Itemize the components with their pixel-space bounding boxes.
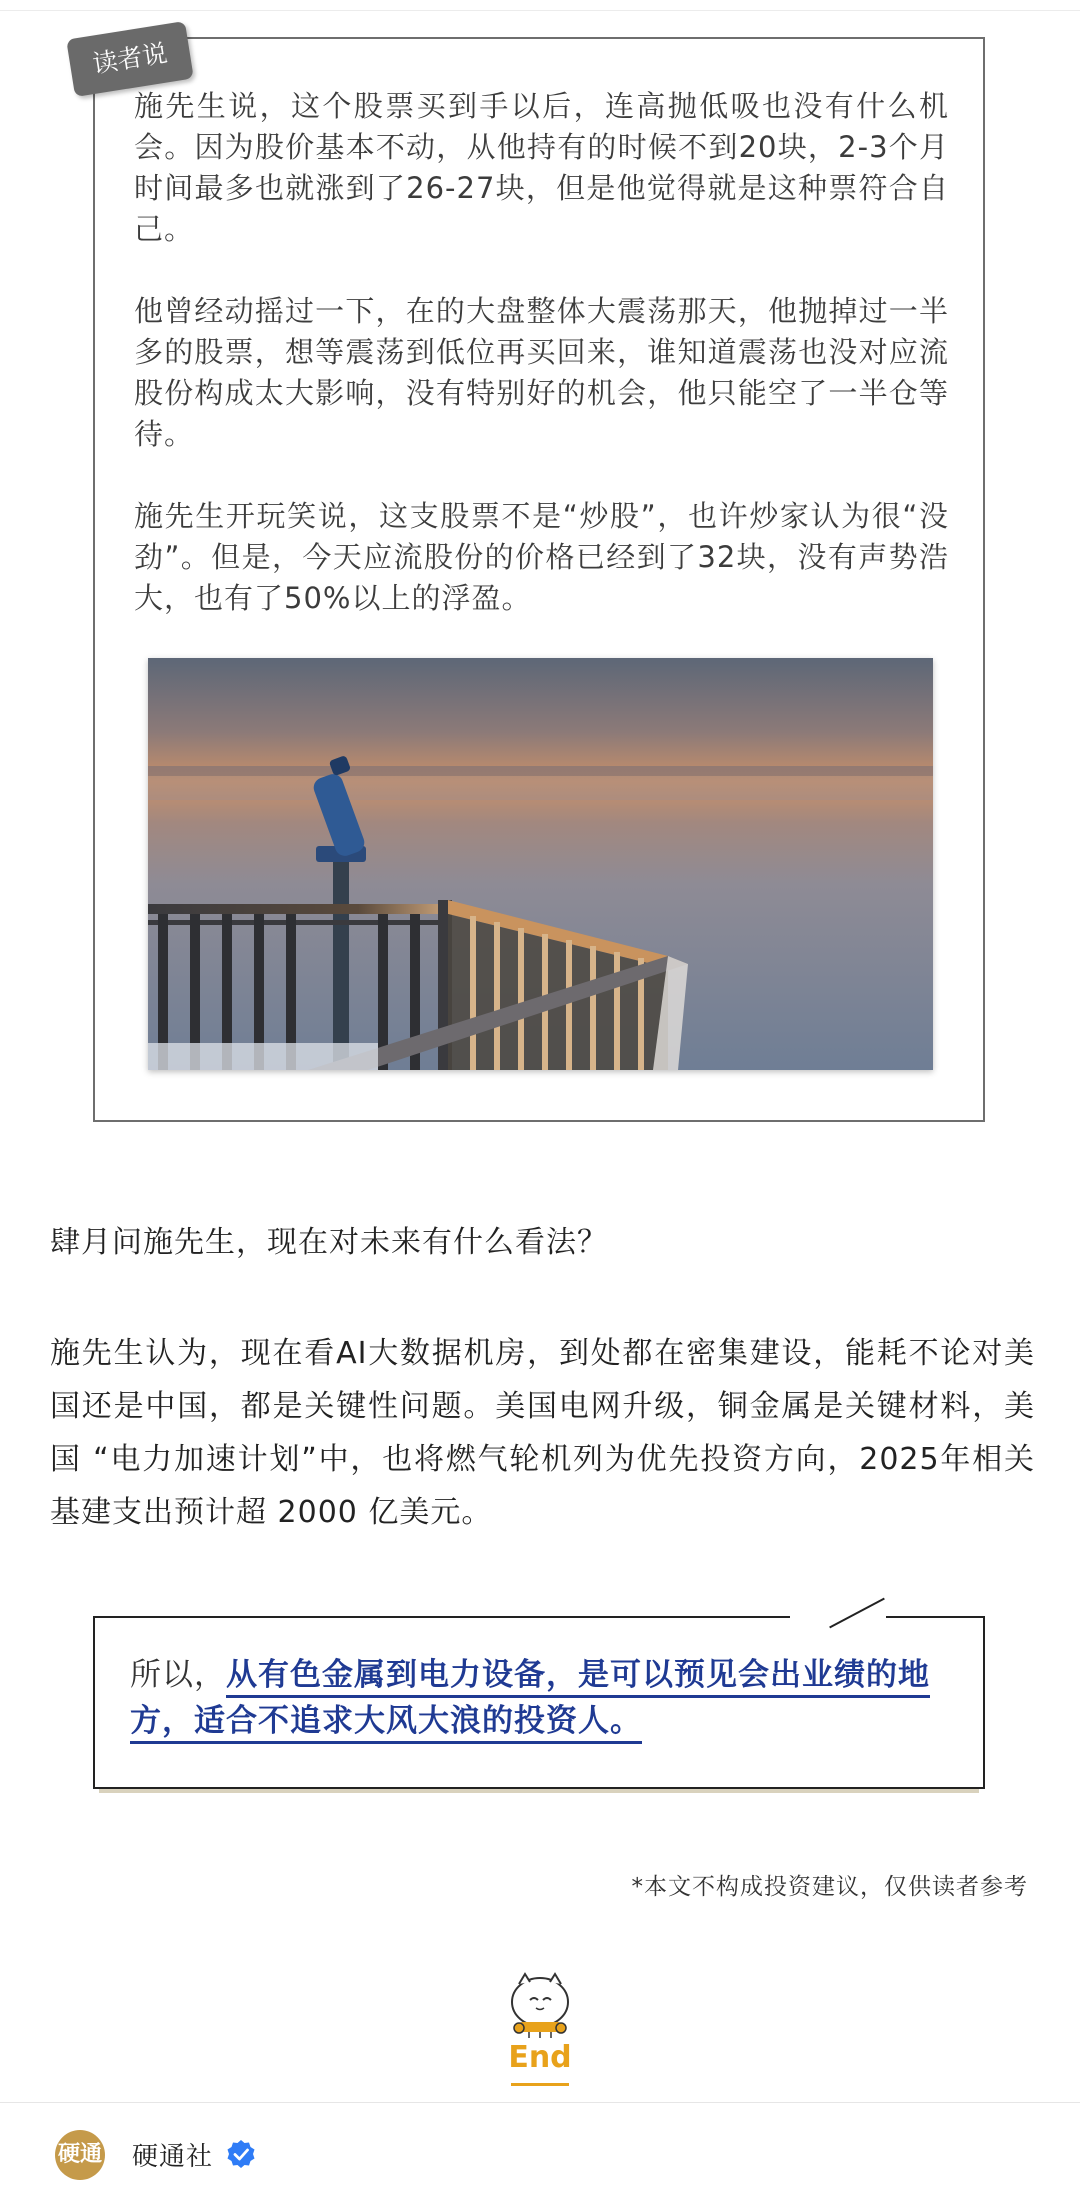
disclaimer: *本文不构成投资建议，仅供读者参考	[631, 1874, 1028, 1900]
end-label: End	[508, 2040, 572, 2075]
highlight-prefix: 所以，	[130, 1657, 226, 1693]
top-divider	[0, 10, 1080, 11]
mascot-icon	[503, 1968, 577, 2042]
end-underline	[511, 2083, 569, 2086]
reader-tag: 读者说	[66, 21, 194, 97]
reader-paragraph-3: 施先生开玩笑说，这支股票不是“炒股”，也许炒家认为很“没劲”。但是，今天应流股份的价格已经到了32块，没有声势浩大，也有了50%以上的浮盈。	[134, 499, 949, 615]
account-avatar[interactable]: 硬通	[55, 2130, 105, 2180]
reader-paragraph-1: 施先生说，这个股票买到手以后，连高抛低吸也没有什么机会。因为股价基本不动，从他持有的时候不到20块，2-3个月时间最多也就涨到了26-27块，但是他觉得就是这种票符合自己。	[134, 89, 949, 246]
article-photo[interactable]	[148, 658, 933, 1070]
reader-paragraph-2: 他曾经动摇过一下，在的大盘整体大震荡那天，他抛掉过一半多的股票，想等震荡到低位再买回来，谁知道震荡也没对应流股份构成太大影响，没有特别好的机会，他只能空了一半仓等待。	[134, 294, 949, 451]
highlight-text	[130, 1652, 960, 1744]
verified-badge-icon	[226, 2139, 256, 2169]
account-name[interactable]: 硬通社	[132, 2142, 214, 2172]
reader-quote-text	[134, 86, 949, 660]
footer-divider	[0, 2102, 1080, 2103]
body-question: 肆月问施先生，现在对未来有什么看法？	[50, 1225, 608, 1260]
body-answer: 施先生认为，现在看AI大数据机房，到处都在密集建设，能耗不论对美国还是中国，都是关键性问题。美国电网升级，铜金属是关键材料，美国 “电力加速计划”中，也将燃气轮机列为优先投资方向，2025年相关基建支出预计超 2000 亿美元。	[50, 1336, 1035, 1530]
highlight-emphasis: 从有色金属到电力设备，是可以预见会出业绩的地方，适合不追求大风大浪的投资人。	[130, 1657, 930, 1744]
